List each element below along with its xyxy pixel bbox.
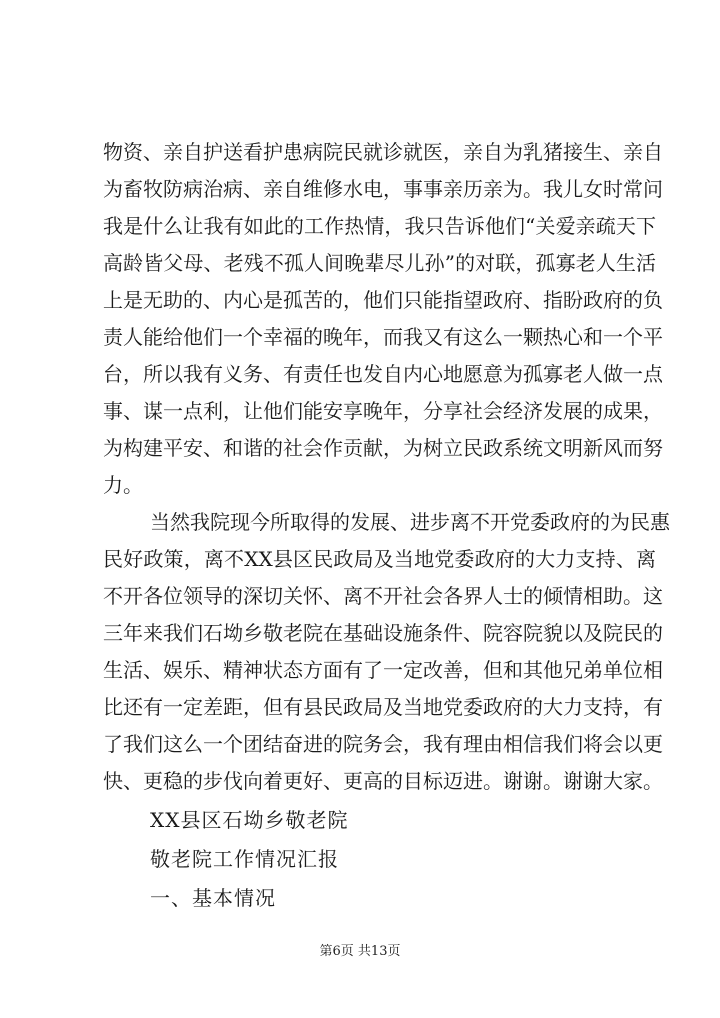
- text-line: 为畜牧防病治病、亲自维修水电，事事亲历亲为。我儿女时常问: [103, 177, 663, 201]
- text-line: 民好政策，离不XX县区民政局及当地党委政府的大力支持、离: [103, 547, 656, 571]
- text-line: 高龄皆父母、老残不孤人间晚辈尽儿孙”的对联，孤寡老人生活: [103, 251, 656, 275]
- text-line: 了我们这么一个团结奋进的院务会，我有理由相信我们将会以更: [103, 732, 663, 756]
- signature: XX县区石坳乡敬老院: [150, 808, 349, 832]
- text-line: 力。: [103, 473, 143, 497]
- text-line: 台，所以我有义务、有责任也发自内心地愿意为孤寡老人做一点: [103, 362, 663, 386]
- document-title: 敬老院工作情况汇报: [150, 847, 339, 871]
- text-line: 生活、娱乐、精神状态方面有了一定改善，但和其他兄弟单位相: [103, 658, 663, 682]
- text-line: 三年来我们石坳乡敬老院在基础设施条件、院容院貌以及院民的: [103, 621, 663, 645]
- text-line: 物资、亲自护送看护患病院民就诊就医，亲自为乳猪接生、亲自: [103, 140, 663, 164]
- text-line: 责人能给他们一个幸福的晚年，而我又有这么一颗热心和一个平: [103, 325, 663, 349]
- text-line: 比还有一定差距，但有县民政局及当地党委政府的大力支持，有: [103, 695, 663, 719]
- text-line: 我是什么让我有如此的工作热情，我只告诉他们“关爱亲疏天下: [103, 214, 656, 238]
- text-line: 不开各位领导的深切关怀、离不开社会各界人士的倾情相助。这: [103, 584, 663, 608]
- page-footer: 第6页 共13页: [319, 944, 401, 959]
- text-line: 快、更稳的步伐向着更好、更高的目标迈进。谢谢。谢谢大家。: [103, 769, 663, 793]
- text-line: 事、谋一点利，让他们能安享晚年，分享社会经济发展的成果，: [103, 399, 663, 423]
- text-line: 上是无助的、内心是孤苦的，他们只能指望政府、指盼政府的负: [103, 288, 663, 312]
- text-line: 当然我院现今所取得的发展、进步离不开党委政府的为民惠: [150, 510, 670, 534]
- text-line: 为构建平安、和谐的社会作贡献，为树立民政系统文明新风而努: [103, 436, 663, 460]
- section-heading: 一、基本情况: [150, 886, 276, 910]
